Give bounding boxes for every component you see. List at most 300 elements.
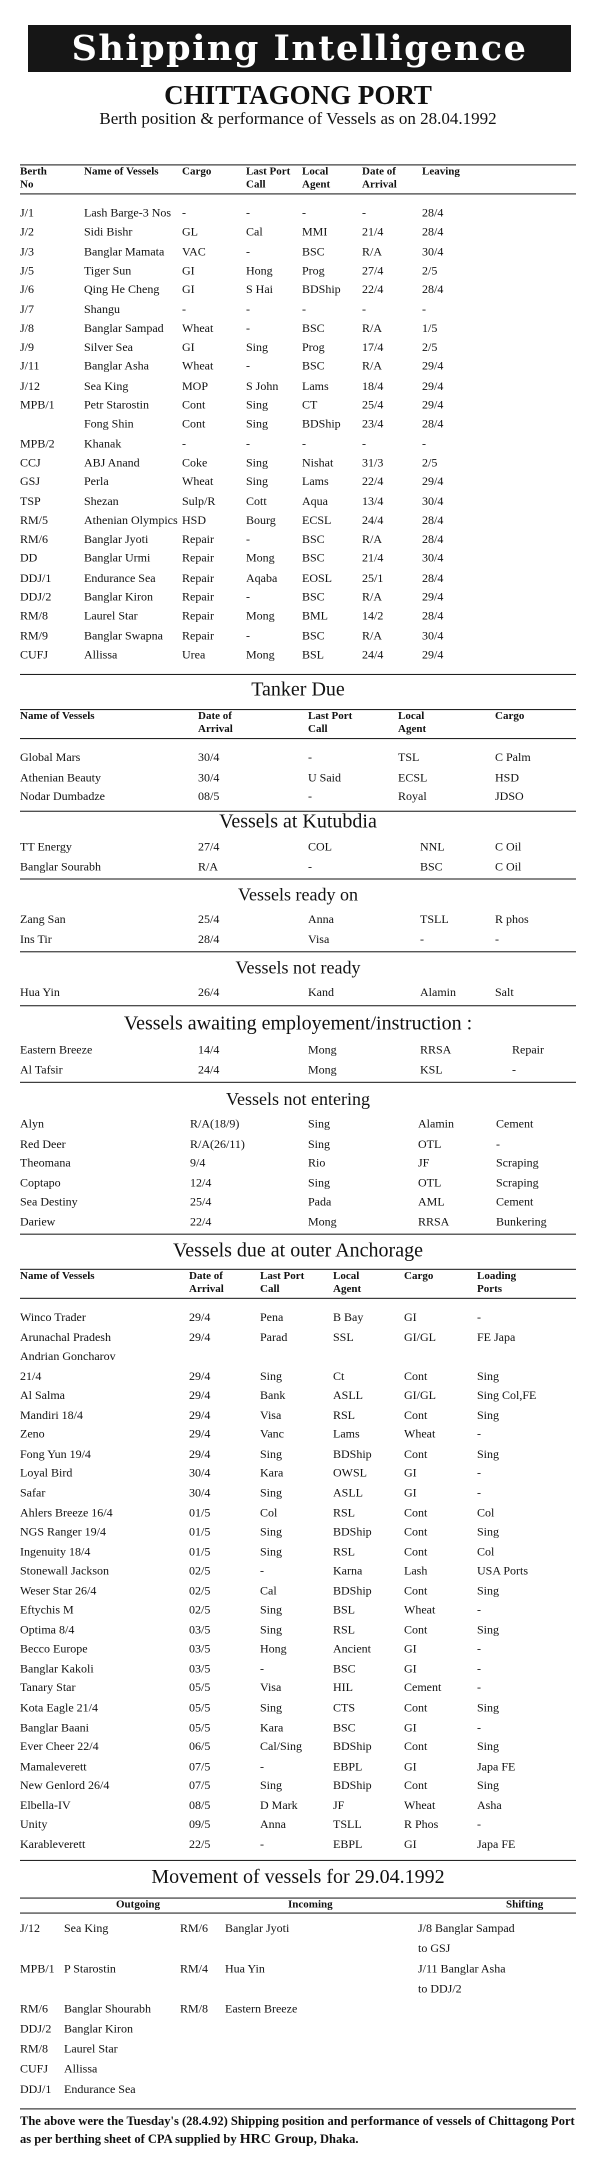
anchorage-row-cell: BDShip: [333, 1739, 372, 1754]
ready-on-row-cell: R phos: [495, 912, 529, 927]
berth-row-cell: 25/4: [362, 397, 384, 412]
anchorage-row-cell: 29/4: [189, 1329, 211, 1344]
tanker-row-cell: Royal: [398, 789, 427, 804]
anchorage-row-cell: Cont: [404, 1446, 428, 1461]
anchorage-row-cell: GI: [404, 1836, 417, 1851]
ready-on-row-cell: -: [495, 931, 499, 946]
movement-row-cell: Banglar Shourabh: [64, 2001, 151, 2016]
anchorage-row: [20, 1699, 576, 1716]
berth-row-cell: Wheat: [182, 359, 214, 374]
berth-row-cell: BSC: [302, 531, 325, 546]
kutubdia-row-cell: 27/4: [198, 839, 220, 854]
not-entering-row-cell: Red Deer: [20, 1136, 66, 1151]
anchorage-row-cell: EBPL: [333, 1836, 363, 1851]
movement-row: [20, 2081, 576, 2098]
anchorage-row: [20, 1738, 576, 1755]
berth-row-cell: J/1: [20, 205, 35, 220]
berth-row-cell: Allissa: [84, 647, 118, 662]
movement-row-cell: J/8 Banglar Sampad: [418, 1921, 515, 1936]
berth-row-cell: 31/3: [362, 455, 384, 470]
awaiting-row-cell: 14/4: [198, 1042, 220, 1057]
anchorage-row-cell: Hong: [260, 1641, 287, 1656]
anchorage-row-cell: BSL: [333, 1602, 356, 1617]
anchorage-row: [20, 1680, 576, 1697]
tanker-row: [20, 788, 576, 805]
awaiting-row-cell: Al Tafsir: [20, 1062, 63, 1077]
not-entering-row-cell: Sing: [308, 1136, 331, 1151]
anchorage-row-cell: 07/5: [189, 1758, 211, 1773]
anchorage-row-cell: New Genlord 26/4: [20, 1778, 110, 1793]
anchorage-row-cell: 02/5: [189, 1583, 211, 1598]
anchorage-row-cell: Andrian Goncharov: [20, 1348, 116, 1363]
anchorage-row-cell: Stonewall Jackson: [20, 1563, 109, 1578]
tanker-row-cell: 30/4: [198, 769, 220, 784]
berth-header-row-col: Berth No: [20, 165, 47, 191]
anchorage-row: [20, 1660, 576, 1677]
anchorage-row-cell: BSC: [333, 1719, 356, 1734]
tanker-row-cell: JDSO: [495, 789, 524, 804]
anchorage-row-cell: Sing: [260, 1544, 283, 1559]
berth-row-cell: Coke: [182, 455, 208, 470]
awaiting-row-cell: KSL: [420, 1062, 443, 1077]
anchorage-row: [20, 1367, 576, 1384]
awaiting-title: Vessels awaiting employement/instruction :: [123, 1012, 473, 1035]
anchorage-row-cell: 29/4: [189, 1309, 211, 1324]
anchorage-row-cell: Kara: [260, 1466, 284, 1481]
berth-row: [20, 416, 576, 433]
anchorage-row: [20, 1465, 576, 1482]
berth-row-cell: 22/4: [362, 282, 384, 297]
berth-row-cell: Wheat: [182, 474, 214, 489]
tanker-header-row-col: Cargo: [495, 710, 525, 723]
anchorage-row-cell: 29/4: [189, 1427, 211, 1442]
anchorage-header-row-col: Cargo: [404, 1269, 434, 1282]
anchorage-row-cell: Asha: [477, 1797, 502, 1812]
anchorage-row-cell: 01/5: [189, 1524, 211, 1539]
anchorage-row-cell: 01/5: [189, 1505, 211, 1520]
anchorage-row-cell: Col: [260, 1505, 278, 1520]
movement-row-cell: DDJ/1: [20, 2081, 52, 2096]
anchorage-bottom-rule: [20, 1860, 576, 1861]
berth-row-cell: J/9: [20, 339, 35, 354]
ready-on-row-cell: 28/4: [198, 931, 220, 946]
anchorage-row-cell: Becco Europe: [20, 1641, 88, 1656]
berth-row-cell: BSC: [302, 589, 325, 604]
movement-row-cell: Laurel Star: [64, 2041, 118, 2056]
anchorage-row-cell: 02/5: [189, 1602, 211, 1617]
berth-row-cell: 2/5: [422, 339, 438, 354]
awaiting-row: [20, 1042, 576, 1059]
berth-row-cell: BSC: [302, 551, 325, 566]
berth-header-row-col: Leaving: [422, 165, 460, 178]
anchorage-row-cell: Col: [477, 1544, 495, 1559]
anchorage-row-cell: 03/5: [189, 1661, 211, 1676]
anchorage-row-cell: Karna: [333, 1563, 363, 1578]
anchorage-row-cell: Sing: [477, 1407, 500, 1422]
berth-row-cell: Repair: [182, 627, 214, 642]
anchorage-row: [20, 1777, 576, 1794]
movement-row-cell: to DDJ/2: [418, 1981, 462, 1996]
movement-row-cell: Sea King: [64, 1921, 109, 1936]
awaiting-row-cell: RRSA: [420, 1042, 452, 1057]
anchorage-row-cell: RSL: [333, 1505, 356, 1520]
anchorage-row-cell: EBPL: [333, 1758, 363, 1773]
anchorage-row-cell: Sing: [477, 1368, 500, 1383]
berth-row-cell: TSP: [20, 493, 41, 508]
anchorage-row-cell: GI: [404, 1309, 417, 1324]
berth-row-cell: Sing: [246, 397, 269, 412]
anchorage-row-cell: -: [477, 1466, 481, 1481]
not-entering-row-cell: Pada: [308, 1194, 332, 1209]
berth-row: [20, 473, 576, 490]
not-entering-row-cell: 22/4: [190, 1214, 212, 1229]
berth-row-cell: BSL: [302, 647, 325, 662]
anchorage-row: [20, 1719, 576, 1736]
kutubdia-row-cell: C Oil: [495, 858, 522, 873]
anchorage-row-cell: 08/5: [189, 1797, 211, 1812]
berth-row-cell: Shangu: [84, 301, 120, 316]
anchorage-row-cell: Al Salma: [20, 1388, 65, 1403]
anchorage-row-cell: Wheat: [404, 1797, 436, 1812]
not-entering-row-cell: Scraping: [496, 1155, 539, 1170]
tanker-row-cell: TSL: [398, 750, 420, 765]
berth-row-cell: 28/4: [422, 205, 444, 220]
berth-row-cell: J/6: [20, 282, 35, 297]
berth-row-cell: -: [422, 301, 426, 316]
berth-row-cell: 28/4: [422, 282, 444, 297]
not-entering-row-cell: 9/4: [190, 1155, 206, 1170]
awaiting-row-cell: Eastern Breeze: [20, 1042, 93, 1057]
berth-row-cell: Cott: [246, 493, 267, 508]
anchorage-row: [20, 1387, 576, 1404]
berth-row: [20, 435, 576, 452]
anchorage-row-cell: -: [477, 1680, 481, 1695]
berth-row-cell: J/2: [20, 224, 35, 239]
berth-row-cell: J/12: [20, 378, 41, 393]
berth-row-cell: 29/4: [422, 397, 444, 412]
berth-row-cell: Shezan: [84, 493, 119, 508]
anchorage-row: [20, 1797, 576, 1814]
movement-row-cell: DDJ/2: [20, 2021, 52, 2036]
anchorage-row: [20, 1816, 576, 1833]
anchorage-row-cell: -: [477, 1427, 481, 1442]
ready-on-row-cell: Zang San: [20, 912, 66, 927]
ready-on-row: [20, 911, 576, 928]
anchorage-row-cell: Parad: [260, 1329, 288, 1344]
ready-on-bottom-rule: [20, 951, 576, 952]
port-title: CHITTAGONG PORT: [164, 80, 432, 110]
anchorage-row-cell: -: [477, 1602, 481, 1617]
berth-row: [20, 550, 576, 567]
anchorage-row-cell: Banglar Kakoli: [20, 1661, 94, 1676]
not-entering-row-cell: RRSA: [418, 1214, 450, 1229]
ready-on-title: Vessels ready on: [238, 884, 358, 905]
berth-row-cell: Athenian Olympics: [84, 512, 178, 527]
berth-row-cell: R/A: [362, 531, 383, 546]
berth-row: [20, 301, 576, 318]
berth-row-cell: J/11: [20, 359, 40, 374]
not-ready-row-cell: Hua Yin: [20, 984, 60, 999]
berth-row-cell: RM/6: [20, 531, 49, 546]
movement-row: [20, 1920, 576, 1937]
not-entering-row: [20, 1116, 576, 1133]
anchorage-row-cell: 21/4: [20, 1368, 42, 1383]
anchorage-row: [20, 1328, 576, 1345]
anchorage-row-cell: Sing: [260, 1524, 283, 1539]
berth-row-cell: 30/4: [422, 493, 444, 508]
berth-row-cell: -: [246, 301, 250, 316]
berth-row: [20, 608, 576, 625]
berth-header-row-col: Local Agent: [302, 165, 331, 191]
anchorage-row-cell: GI: [404, 1466, 417, 1481]
berth-row-cell: ABJ Anand: [84, 455, 140, 470]
berth-row-cell: -: [246, 627, 250, 642]
anchorage-row-cell: -: [477, 1485, 481, 1500]
movement-row-cell: Banglar Kiron: [64, 2021, 133, 2036]
anchorage-row-cell: USA Ports: [477, 1563, 529, 1578]
berth-row-cell: Qing He Cheng: [84, 282, 160, 297]
anchorage-row-cell: Sing: [260, 1700, 283, 1715]
movement-header-row: [20, 1898, 576, 1914]
berth-row: [20, 320, 576, 337]
berth-row-cell: HSD: [182, 512, 207, 527]
berth-row-cell: 13/4: [362, 493, 384, 508]
anchorage-row-cell: Cont: [404, 1583, 428, 1598]
berth-row-cell: CUFJ: [20, 647, 49, 662]
anchorage-row-cell: Bank: [260, 1388, 286, 1403]
anchorage-row-cell: BDShip: [333, 1778, 372, 1793]
berth-row-cell: BSC: [302, 243, 325, 258]
anchorage-row-cell: 05/5: [189, 1719, 211, 1734]
berth-row-cell: Sing: [246, 455, 269, 470]
not-entering-title: Vessels not entering: [226, 1089, 370, 1110]
berth-row-cell: Prog: [302, 339, 325, 354]
anchorage-row-cell: Zeno: [20, 1427, 45, 1442]
berth-row-cell: 24/4: [362, 512, 384, 527]
anchorage-row-cell: BDShip: [333, 1446, 372, 1461]
anchorage-row-cell: HIL: [333, 1680, 353, 1695]
movement-row: [20, 2000, 576, 2017]
anchorage-header-row: [20, 1269, 576, 1299]
anchorage-row: [20, 1836, 576, 1853]
anchorage-row-cell: Cal: [260, 1583, 277, 1598]
anchorage-row-cell: GI: [404, 1758, 417, 1773]
berth-row-cell: R/A: [362, 243, 383, 258]
movement-header-row-col: Shifting: [506, 1898, 544, 1911]
berth-row-cell: Repair: [182, 531, 214, 546]
berth-row-cell: EOSL: [302, 570, 332, 585]
kutubdia-row: [20, 858, 576, 875]
berth-row-cell: R/A: [362, 320, 383, 335]
anchorage-row-cell: Cont: [404, 1739, 428, 1754]
not-ready-row-cell: Salt: [495, 984, 514, 999]
berth-header-row-col: Cargo: [182, 165, 212, 178]
berth-row-cell: GL: [182, 224, 198, 239]
movement-row-cell: Hua Yin: [225, 1961, 265, 1976]
anchorage-row-cell: Sing: [260, 1602, 283, 1617]
berth-row-cell: Lams: [302, 378, 329, 393]
anchorage-row-cell: FE Japa: [477, 1329, 516, 1344]
anchorage-row-cell: Cal/Sing: [260, 1739, 303, 1754]
berth-row-cell: -: [246, 531, 250, 546]
berth-row: [20, 205, 576, 222]
anchorage-row-cell: ASLL: [333, 1485, 363, 1500]
berth-row-cell: MPB/1: [20, 397, 55, 412]
berth-row-cell: 29/4: [422, 474, 444, 489]
not-ready-title: Vessels not ready: [235, 957, 361, 978]
movement-row-cell: Eastern Breeze: [225, 2001, 298, 2016]
berth-row-cell: J/8: [20, 320, 35, 335]
berth-row-cell: J/7: [20, 301, 35, 316]
anchorage-row-cell: CTS: [333, 1700, 356, 1715]
berth-row-cell: Banglar Sampad: [84, 320, 164, 335]
not-entering-row-cell: Scraping: [496, 1175, 539, 1190]
berth-row-cell: 24/4: [362, 647, 384, 662]
anchorage-row-cell: B Bay: [333, 1309, 364, 1324]
berth-row: [20, 377, 576, 394]
anchorage-row-cell: Anna: [260, 1817, 286, 1832]
anchorage-row-cell: -: [477, 1817, 481, 1832]
berth-row-cell: 23/4: [362, 416, 384, 431]
berth-row-cell: R/A: [362, 589, 383, 604]
anchorage-row: [20, 1543, 576, 1560]
anchorage-row-cell: 29/4: [189, 1368, 211, 1383]
berth-row-cell: -: [362, 205, 366, 220]
berth-row-cell: -: [246, 359, 250, 374]
anchorage-row-cell: -: [260, 1563, 264, 1578]
not-entering-row: [20, 1135, 576, 1152]
anchorage-row: [20, 1524, 576, 1541]
anchorage-row-cell: Eftychis M: [20, 1602, 74, 1617]
berth-row: [20, 493, 576, 510]
not-entering-row-cell: Rio: [308, 1155, 326, 1170]
anchorage-row-cell: RSL: [333, 1544, 356, 1559]
anchorage-row-cell: Cont: [404, 1544, 428, 1559]
movement-row: [20, 2021, 576, 2038]
berth-row-cell: 28/4: [422, 531, 444, 546]
movement-header-row-col: Incoming: [288, 1898, 333, 1911]
berth-row-cell: S Hai: [246, 282, 273, 297]
anchorage-row-cell: Unity: [20, 1817, 48, 1832]
anchorage-row-cell: Cement: [404, 1680, 442, 1695]
berth-header-row-col: Date of Arrival: [362, 165, 397, 191]
ready-on-row: [20, 931, 576, 948]
movement-row-cell: J/12: [20, 1921, 41, 1936]
berth-row-cell: 29/4: [422, 359, 444, 374]
berth-row-cell: -: [246, 589, 250, 604]
anchorage-row-cell: 05/5: [189, 1680, 211, 1695]
berth-row-cell: Sing: [246, 416, 269, 431]
anchorage-row-cell: Kota Eagle 21/4: [20, 1700, 98, 1715]
kutubdia-row-cell: TT Energy: [20, 839, 72, 854]
awaiting-row-cell: 24/4: [198, 1062, 220, 1077]
anchorage-row-cell: Kara: [260, 1719, 284, 1734]
tanker-row-cell: -: [308, 750, 312, 765]
anchorage-row-cell: Sing Col,FE: [477, 1388, 537, 1403]
berth-row: [20, 243, 576, 260]
berth-row-cell: 21/4: [362, 224, 384, 239]
berth-row-cell: Aqua: [302, 493, 328, 508]
berth-row-cell: Banglar Asha: [84, 359, 149, 374]
berth-row-cell: -: [246, 320, 250, 335]
berth-row-cell: 30/4: [422, 627, 444, 642]
berth-row-cell: BDShip: [302, 282, 341, 297]
berth-row-cell: Hong: [246, 263, 273, 278]
not-entering-row-cell: Theomana: [20, 1155, 71, 1170]
berth-row-cell: -: [362, 435, 366, 450]
anchorage-row-cell: Sing: [477, 1622, 500, 1637]
anchorage-row-cell: Tanary Star: [20, 1680, 76, 1695]
berth-row-cell: 29/4: [422, 589, 444, 604]
awaiting-row-cell: -: [512, 1062, 516, 1077]
tanker-row-cell: 08/5: [198, 789, 220, 804]
anchorage-row-cell: Visa: [260, 1407, 282, 1422]
anchorage-row-cell: 06/5: [189, 1739, 211, 1754]
anchorage-row: [20, 1348, 576, 1365]
berth-header-row-col: Name of Vessels: [84, 165, 159, 178]
berth-row: [20, 531, 576, 548]
anchorage-row-cell: 01/5: [189, 1544, 211, 1559]
anchorage-row-cell: Japa FE: [477, 1758, 516, 1773]
anchorage-row-cell: Karableverett: [20, 1836, 86, 1851]
movement-bottom-rule: [20, 2108, 576, 2109]
anchorage-row-cell: SSL: [333, 1329, 354, 1344]
awaiting-row-cell: Repair: [512, 1042, 544, 1057]
not-entering-row: [20, 1155, 576, 1172]
berth-row-cell: Khanak: [84, 435, 122, 450]
movement-header-row-col: Outgoing: [116, 1898, 161, 1911]
berth-row-cell: BSC: [302, 359, 325, 374]
anchorage-row-cell: ASLL: [333, 1388, 363, 1403]
awaiting-row-cell: Mong: [308, 1062, 337, 1077]
anchorage-row-cell: Cont: [404, 1505, 428, 1520]
anchorage-row-cell: Sing: [477, 1524, 500, 1539]
anchorage-row-cell: Fong Yun 19/4: [20, 1446, 91, 1461]
anchorage-row-cell: GI: [404, 1641, 417, 1656]
berth-row-cell: GI: [182, 282, 195, 297]
kutubdia-row-cell: BSC: [420, 858, 443, 873]
movement-row: [20, 2061, 576, 2078]
not-entering-row-cell: 25/4: [190, 1194, 212, 1209]
berth-row-cell: 28/4: [422, 570, 444, 585]
not-entering-row-cell: 12/4: [190, 1175, 212, 1190]
berth-row-cell: Mong: [246, 608, 275, 623]
kutubdia-title: Vessels at Kutubdia: [219, 810, 377, 833]
tanker-header-row-col: Date of Arrival: [198, 710, 233, 736]
not-entering-row-cell: Dariew: [20, 1214, 56, 1229]
kutubdia-row-cell: C Oil: [495, 839, 522, 854]
not-entering-row: [20, 1174, 576, 1191]
berth-row: [20, 224, 576, 241]
kutubdia-row-cell: COL: [308, 839, 332, 854]
berth-row-cell: 29/4: [422, 647, 444, 662]
anchorage-row-cell: GI: [404, 1661, 417, 1676]
anchorage-row-cell: Ct: [333, 1368, 345, 1383]
berth-row-cell: Repair: [182, 570, 214, 585]
kutubdia-row: [20, 838, 576, 855]
berth-bottom-rule: [20, 674, 576, 675]
movement-row-cell: RM/8: [180, 2001, 209, 2016]
tanker-row: [20, 769, 576, 786]
tanker-row-cell: C Palm: [495, 750, 531, 765]
berth-row-cell: J/5: [20, 263, 35, 278]
berth-row-cell: Bourg: [246, 512, 276, 527]
tanker-row-cell: Athenian Beauty: [20, 769, 101, 784]
footnote-prefix: The above were the Tuesday's (28.4.92) Shipping position and performance of vessels of Chittagong Port as per berthing sheet of CPA supplied by: [20, 2114, 575, 2146]
berth-row-cell: Mong: [246, 551, 275, 566]
anchorage-row-cell: Vanc: [260, 1427, 284, 1442]
berth-row-cell: Banglar Kiron: [84, 589, 153, 604]
